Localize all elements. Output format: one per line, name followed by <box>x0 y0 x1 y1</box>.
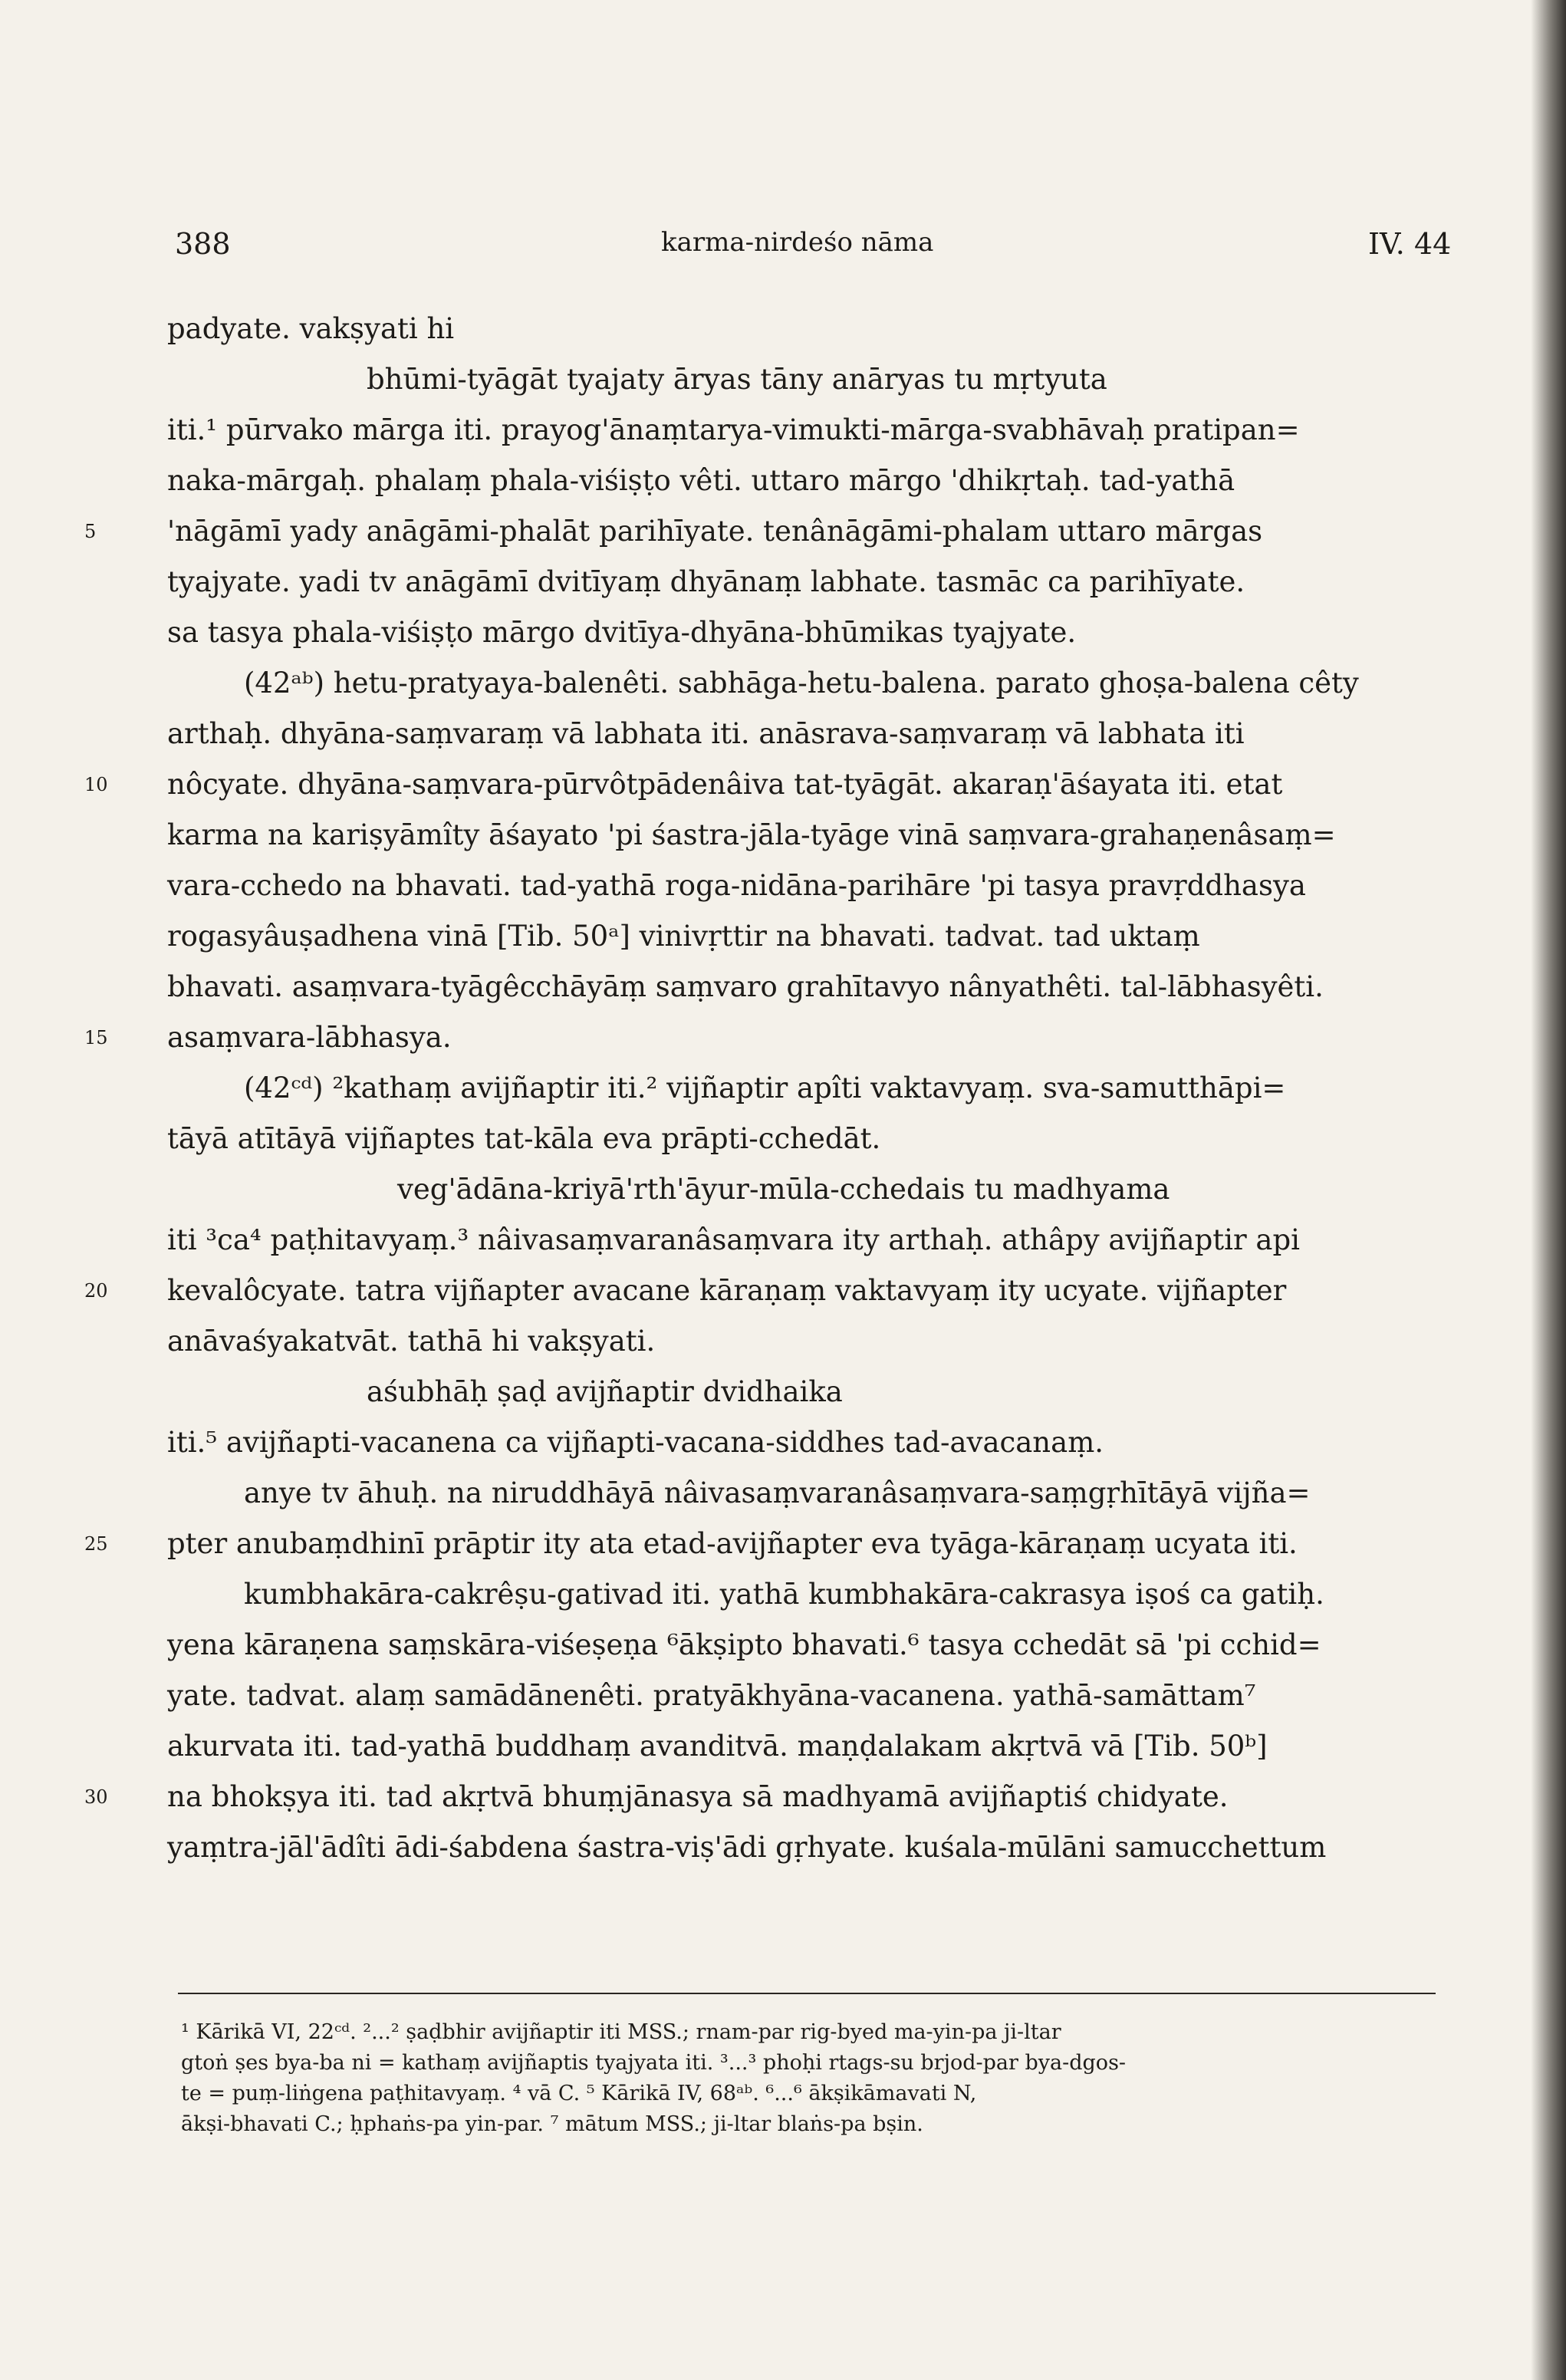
footnote-line: ākṣi-bhavati C.; ḥphaṅs-pa yin-par. ⁷ mātum MSS.; ji-ltar blaṅs-pa bṣin. <box>181 2112 923 2136</box>
line-number: 30 <box>84 1786 108 1808</box>
line-number: 25 <box>84 1533 108 1555</box>
footnote-divider <box>178 1993 1436 1994</box>
line-number: 15 <box>84 1027 108 1048</box>
line-number: 10 <box>84 774 108 795</box>
text-line: padyate. vakṣyati hi <box>167 312 455 345</box>
text-line: arthaḥ. dhyāna-saṃvaraṃ vā labhata iti. anāsrava-saṃvaraṃ vā labhata iti <box>167 717 1245 750</box>
text-line: naka-mārgaḥ. phalaṃ phala-viśiṣṭo vêti. uttaro mārgo 'dhikṛtaḥ. tad-yathā <box>167 464 1235 497</box>
text-line: asaṃvara-lābhasya. <box>167 1021 452 1054</box>
text-line: sa tasya phala-viśiṣṭo mārgo dvitīya-dhyāna-bhūmikas tyajyate. <box>167 616 1077 649</box>
text-line: bhavati. asaṃvara-tyāgêcchāyāṃ saṃvaro grahītavyo nânyathêti. tal-lābhasyêti. <box>167 970 1324 1003</box>
text-line: iti.¹ pūrvako mārga iti. prayog'ānaṃtarya-vimukti-mārga-svabhāvaḥ pratipan= <box>167 413 1300 446</box>
line-number: 20 <box>84 1280 108 1302</box>
text-line: kevalôcyate. tatra vijñapter avacane kāraṇaṃ vaktavyaṃ ity ucyate. vijñapter <box>167 1274 1287 1307</box>
footnote-line: ¹ Kārikā VI, 22ᶜᵈ. ²...² ṣaḍbhir avijñaptir iti MSS.; rnam-par rig-byed ma-yin-pa ji-ltar <box>181 2020 1061 2044</box>
text-line: yaṃtra-jāl'ādîti ādi-śabdena śastra-viṣ'ādi gṛhyate. kuśala-mūlāni samucchettum <box>167 1831 1327 1864</box>
text-line: kumbhakāra-cakrêṣu-gativad iti. yathā kumbhakāra-cakrasya iṣoś ca gatiḥ. <box>244 1578 1324 1611</box>
footnote-line: gtoṅ ṣes bya-ba ni = kathaṃ avijñaptis tyajyata iti. ³...³ phoḥi rtags-su brjod-par bya-dgos- <box>181 2051 1127 2075</box>
text-line: (42ᵃᵇ) hetu-pratyaya-balenêti. sabhāga-hetu-balena. parato ghoṣa-balena cêty <box>244 667 1359 700</box>
text-line: akurvata iti. tad-yathā buddhaṃ avanditvā. maṇḍalakam akṛtvā vā [Tib. 50ᵇ] <box>167 1730 1268 1763</box>
verse-line: aśubhāḥ ṣaḍ avijñaptir dvidhaika <box>367 1375 843 1408</box>
text-line: karma na kariṣyāmîty āśayato 'pi śastra-jāla-tyāge vinā saṃvara-grahaṇenâsaṃ= <box>167 818 1336 851</box>
text-line: yena kāraṇena saṃskāra-viśeṣeṇa ⁶ākṣipto bhavati.⁶ tasya cchedāt sā 'pi cchid= <box>167 1628 1321 1661</box>
text-line: na bhokṣya iti. tad akṛtvā bhuṃjānasya sā madhyamā avijñaptiś chidyate. <box>167 1780 1229 1813</box>
text-line: pter anubaṃdhinī prāptir ity ata etad-avijñapter eva tyāga-kāraṇaṃ ucyata iti. <box>167 1527 1298 1560</box>
text-line: tyajyate. yadi tv anāgāmī dvitīyaṃ dhyānaṃ labhate. tasmāc ca parihīyate. <box>167 565 1245 598</box>
page-number: 388 <box>175 227 231 261</box>
text-line: anye tv āhuḥ. na niruddhāyā nâivasaṃvaranâsaṃvara-saṃgṛhītāyā vijña= <box>244 1476 1311 1509</box>
text-line: iti ³ca⁴ paṭhitavyaṃ.³ nâivasaṃvaranâsaṃvara ity arthaḥ. athâpy avijñaptir api <box>167 1223 1300 1256</box>
text-line: 'nāgāmī yady anāgāmi-phalāt parihīyate. tenânāgāmi-phalam uttaro mārgas <box>167 515 1263 548</box>
text-line: tāyā atītāyā vijñaptes tat-kāla eva prāpti-cchedāt. <box>167 1122 881 1155</box>
section-reference: IV. 44 <box>1368 227 1452 261</box>
text-line: iti.⁵ avijñapti-vacanena ca vijñapti-vacana-siddhes tad-avacanaṃ. <box>167 1426 1104 1459</box>
running-title: karma-nirdeśo nāma <box>661 227 934 258</box>
footnote-line: te = puṃ-liṅgena paṭhitavyaṃ. ⁴ vā C. ⁵ Kārikā IV, 68ᵃᵇ. ⁶...⁶ ākṣikāmavati N, <box>181 2082 977 2105</box>
text-line: nôcyate. dhyāna-saṃvara-pūrvôtpādenâiva tat-tyāgāt. akaraṇ'āśayata iti. etat <box>167 768 1283 801</box>
text-line: yate. tadvat. alaṃ samādānenêti. pratyākhyāna-vacanena. yathā-samāttam⁷ <box>167 1679 1256 1712</box>
line-number: 5 <box>84 521 97 542</box>
text-line: anāvaśyakatvāt. tathā hi vakṣyati. <box>167 1325 656 1358</box>
text-line: (42ᶜᵈ) ²kathaṃ avijñaptir iti.² vijñaptir apîti vaktavyaṃ. sva-samutthāpi= <box>244 1071 1286 1104</box>
text-line: vara-cchedo na bhavati. tad-yathā roga-nidāna-parihāre 'pi tasya pravṛddhasya <box>167 869 1306 902</box>
binding-shadow <box>1531 0 1566 2380</box>
verse-line: bhūmi-tyāgāt tyajaty āryas tāny anāryas tu mṛtyuta <box>367 363 1107 396</box>
text-line: rogasyâuṣadhena vinā [Tib. 50ᵃ] vinivṛttir na bhavati. tadvat. tad uktaṃ <box>167 920 1200 953</box>
verse-line: veg'ādāna-kriyā'rth'āyur-mūla-cchedais tu madhyama <box>397 1173 1170 1206</box>
